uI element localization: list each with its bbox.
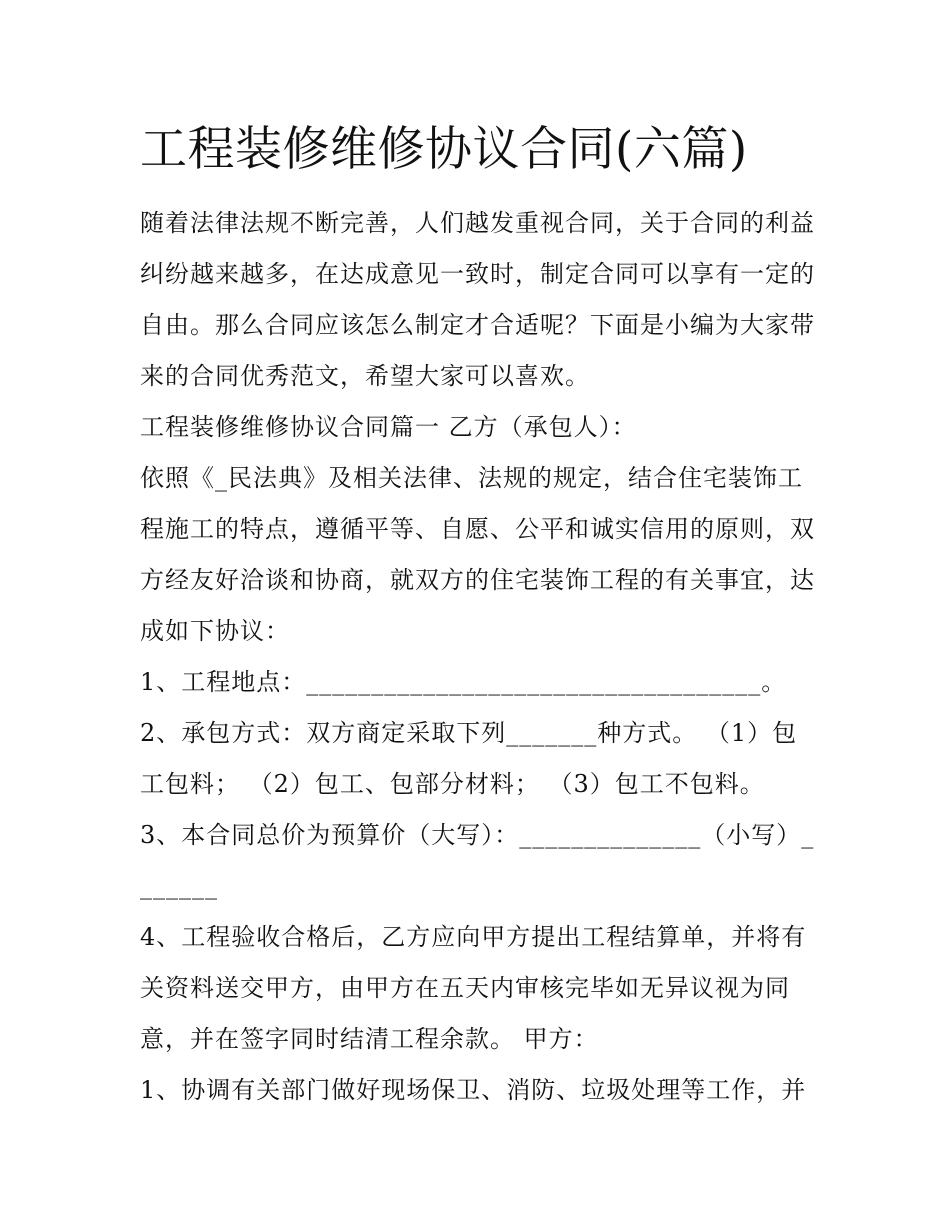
- party-a-clause-1: 1、协调有关部门做好现场保卫、消防、垃圾处理等工作，并: [140, 1076, 807, 1104]
- document-body: [140, 112, 820, 1116]
- clause-4-settlement: 4、工程验收合格后，乙方应向甲方提出工程结算单，并将有关资料送交甲方，由甲方在五天内审核完毕如无异议视为同意，并在签字同时结清工程余款。 甲方：: [140, 923, 807, 1053]
- clause-3-total-price: 3、本合同总价为预算价（大写）：______________（小写）_______: [140, 821, 815, 900]
- section-heading-paragraph: 工程装修维修协议合同篇一 乙方（承包人）：: [140, 413, 637, 441]
- preamble-paragraph: 依照《_民法典》及相关法律、法规的规定，结合住宅装饰工程施工的特点，遵循平等、自愿、公平和诚实信用的原则，双方经友好洽谈和协商，就双方的住宅装饰工程的有关事宜，达成如下协议：: [140, 464, 815, 645]
- clause-2-contract-method: 2、承包方式：双方商定采取下列_______种方式。 （1）包工包料； （2）包工、包部分材料； （3）包工不包料。: [140, 719, 798, 798]
- intro-paragraph: 随着法律法规不断完善，人们越发重视合同，关于合同的利益纠纷越来越多，在达成意见一致时，制定合同可以享有一定的自由。那么合同应该怎么制定才合适呢？下面是小编为大家带来的合同优秀范文，希望大家可以喜欢。: [140, 209, 815, 390]
- document-title: 工程装修维修协议合同(六篇): [140, 122, 748, 177]
- clause-1-location: 1、工程地点：___________________________________。: [140, 668, 787, 696]
